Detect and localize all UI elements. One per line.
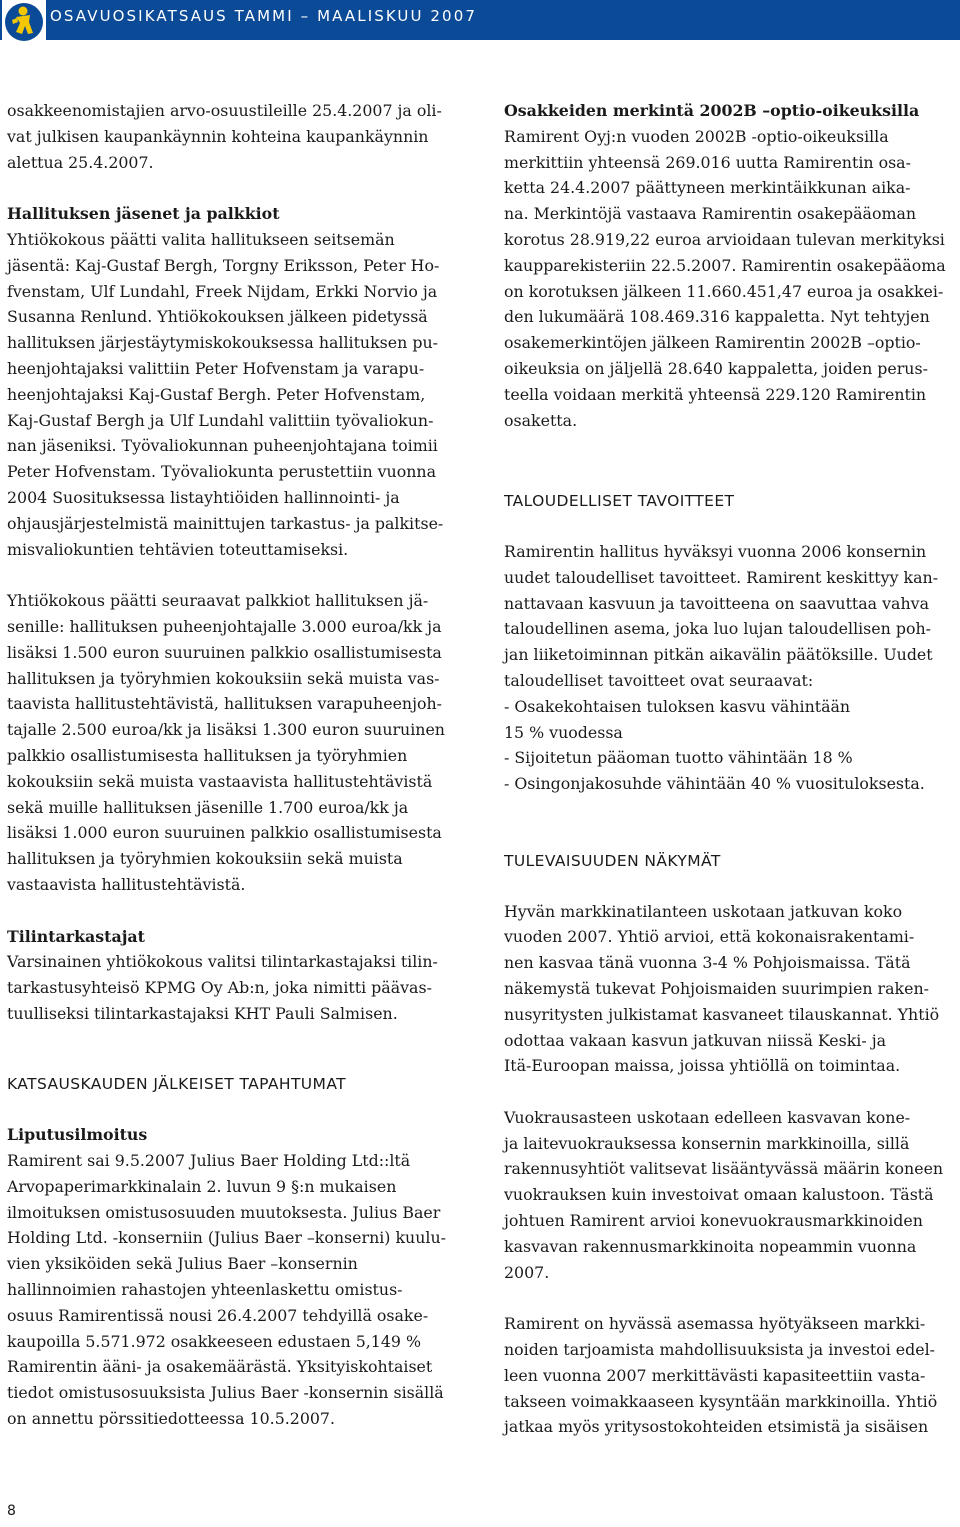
text-line: rakennusyhtiöt valitsevat lisääntyvässä määrin koneen: [504, 1159, 944, 1179]
text-line: alettua 25.4.2007.: [7, 152, 154, 172]
text-line: odottaa vakaan kasvun jatkuvan niissä Keski- ja: [504, 1030, 887, 1050]
fees-paragraph: [7, 588, 463, 898]
outlook-paragraph-3: [504, 1311, 960, 1440]
left-column: [7, 98, 463, 1432]
text-line: Ramirent sai 9.5.2007 Julius Baer Holding Ltd::ltä: [7, 1151, 411, 1171]
text-line: uudet taloudelliset tavoitteet. Ramirent keskittyy kan-: [504, 567, 939, 587]
text-line: on korotuksen jälkeen 11.660.451,47 euroa ja osakkei-: [504, 281, 944, 301]
text-line: kasvavan rakennusmarkkinoita nopeammin vuonna: [504, 1236, 917, 1256]
text-line: Varsinainen yhtiökokous valitsi tilintarkastajaksi tilin-: [7, 952, 438, 972]
board-heading: Hallituksen jäsenet ja palkkiot: [7, 204, 280, 224]
text-line: 2004 Suosituksessa listayhtiöiden hallinnointi- ja: [7, 487, 400, 507]
text-line: taavista hallitustehtävistä, hallituksen varapuheenjoh-: [7, 694, 443, 714]
text-line: - Osingonjakosuhde vähintään 40 % vuosituloksesta.: [504, 774, 925, 794]
events-section-title: KATSAUSKAUDEN JÄLKEISET TAPAHTUMAT: [7, 1075, 346, 1094]
text-line: jäsentä: Kaj-Gustaf Bergh, Torgny Eriksson, Peter Ho-: [7, 255, 440, 275]
text-line: jan liiketoiminnan pitkän aikavälin päätöksille. Uudet: [504, 645, 933, 665]
text-line: hallituksen järjestäytymiskokouksessa hallituksen pu-: [7, 333, 438, 353]
text-line: johtuen Ramirent arvioi konevuokrausmarkkinoiden: [504, 1211, 923, 1231]
text-line: 2007.: [504, 1262, 550, 1282]
text-line: Ramirentin ääni- ja osakemäärästä. Yksityiskohtaiset: [7, 1357, 433, 1377]
text-line: Ramirent on hyvässä asemassa hyötyäkseen markki-: [504, 1314, 926, 1334]
text-line: nen kasvaa tänä vuonna 3-4 % Pohjoismaissa. Tätä: [504, 953, 911, 973]
text-line: tajalle 2.500 euroa/kk ja lisäksi 1.300 euron suuruinen: [7, 720, 445, 740]
text-line: hallituksen ja työryhmien kokouksiin sekä muista vas-: [7, 668, 440, 688]
text-line: Yhtiökokous päätti valita hallitukseen seitsemän: [7, 229, 395, 249]
text-line: nusyritysten julkistamat kasvaneet tilauskannat. Yhtiö: [504, 1004, 940, 1024]
targets-paragraph: [504, 539, 960, 797]
outlook-paragraph-2: [504, 1105, 960, 1286]
text-line: vuokrauksen kuin investoivat omaan kalustoon. Tästä: [504, 1185, 934, 1205]
text-line: lisäksi 1.500 euron suuruinen palkkio osallistumisesta: [7, 642, 442, 662]
text-line: tiedot omistusosuuksista Julius Baer -konsernin sisällä: [7, 1383, 444, 1403]
board-paragraph: [7, 201, 463, 562]
text-line: osaketta.: [504, 410, 578, 430]
text-line: teella voidaan merkitä yhteensä 229.120 Ramirentin: [504, 384, 927, 404]
text-line: tuulliseksi tilintarkastajaksi KHT Pauli Salmisen.: [7, 1003, 398, 1023]
events-section: [7, 1072, 463, 1098]
text-line: 15 % vuodessa: [504, 722, 623, 742]
auditors-paragraph: [7, 924, 463, 1027]
text-line: Yhtiökokous päätti seuraavat palkkiot hallituksen jä-: [7, 591, 429, 611]
outlook-paragraph-1: [504, 899, 960, 1080]
text-line: ketta 24.4.2007 päättyneen merkintäikkunan aika-: [504, 178, 911, 198]
targets-section: [504, 489, 960, 515]
text-line: vastaavista hallitustehtävistä.: [7, 874, 246, 894]
text-line: Itä-Euroopan maissa, joissa yhtiöllä on toimintaa.: [504, 1056, 901, 1076]
text-line: on annettu pörssitiedotteessa 10.5.2007.: [7, 1409, 335, 1429]
text-line: heenjohtajaksi valittiin Peter Hofvenstam ja varapu-: [7, 358, 425, 378]
text-line: den lukumäärä 108.469.316 kappaletta. Nyt tehtyjen: [504, 307, 930, 327]
text-line: na. Merkintöjä vastaava Ramirentin osakepääoman: [504, 204, 917, 224]
text-line: tarkastusyhteisö KPMG Oy Ab:n, joka nimitti päävas-: [7, 978, 432, 998]
text-line: heenjohtajaksi Kaj-Gustaf Bergh. Peter Hofvenstam,: [7, 384, 426, 404]
outlook-section-title: TULEVAISUUDEN NÄKYMÄT: [504, 851, 721, 870]
text-line: jatkaa myös yritysostokohteiden etsimistä ja sisäisen: [504, 1417, 929, 1437]
text-line: kaupoilla 5.571.972 osakkeeseen edustaen 5,149 %: [7, 1331, 421, 1351]
text-line: Susanna Renlund. Yhtiökokouksen jälkeen pidetyssä: [7, 307, 428, 327]
text-line: misvaliokuntien tehtävien toteuttamiseksi.: [7, 539, 349, 559]
text-line: Arvopaperimarkkinalain 2. luvun 9 §:n mukaisen: [7, 1176, 397, 1196]
text-line: Vuokrausasteen uskotaan edelleen kasvavan kone-: [504, 1107, 911, 1127]
text-line: Kaj-Gustaf Bergh ja Ulf Lundahl valittiin työvaliokun-: [7, 410, 434, 430]
text-line: Hyvän markkinatilanteen uskotaan jatkuvan koko: [504, 901, 903, 921]
ramirent-logo-icon: [2, 0, 46, 44]
text-line: palkkio osallistumisesta hallituksen ja työryhmien: [7, 745, 408, 765]
text-line: osakkeenomistajien arvo-osuustileille 25.4.2007 ja oli-: [7, 101, 442, 120]
text-line: ilmoituksen omistusosuuden muutoksesta. Julius Baer: [7, 1202, 441, 1222]
outlook-section: [504, 849, 960, 875]
text-line: kokouksiin sekä muista vastaavista hallitustehtävistä: [7, 771, 433, 791]
text-line: Ramirentin hallitus hyväksyi vuonna 2006 konsernin: [504, 541, 927, 561]
text-line: ja laitevuokrauksessa konsernin markkinoilla, sillä: [504, 1133, 910, 1153]
text-line: Holding Ltd. -konserniin (Julius Baer –konserni) kuulu-: [7, 1228, 446, 1248]
text-line: nan jäseniksi. Työvaliokunnan puheenjohtajana toimii: [7, 436, 438, 456]
text-line: fvenstam, Ulf Lundahl, Freek Nijdam, Erkki Norvio ja: [7, 281, 438, 301]
text-line: vien yksiköiden sekä Julius Baer –konsernin: [7, 1254, 358, 1274]
page-number: 8: [7, 1503, 16, 1519]
text-line: kaupparekisteriin 22.5.2007. Ramirentin osakepääoma: [504, 255, 946, 275]
flagging-heading: Liputusilmoitus: [7, 1125, 148, 1145]
text-line: taloudellinen asema, joka luo lujan taloudellisen poh-: [504, 619, 931, 639]
text-line: lisäksi 1.000 euron suuruinen palkkio osallistumisesta: [7, 823, 442, 843]
text-line: nattavaan kasvuun ja tavoitteena on saavuttaa vahva: [504, 593, 929, 613]
text-line: taloudelliset tavoitteet ovat seuraavat:: [504, 670, 814, 690]
intro-paragraph: [7, 98, 463, 175]
options-paragraph: [504, 98, 960, 433]
text-line: noiden tarjoamista mahdollisuuksista ja investoi edel-: [504, 1340, 935, 1360]
text-line: oikeuksia on jäljellä 28.640 kappaletta, joiden perus-: [504, 358, 928, 378]
options-heading: Osakkeiden merkintä 2002B –optio-oikeuksilla: [504, 101, 920, 120]
text-line: osuus Ramirentissä nousi 26.4.2007 tehdyillä osake-: [7, 1305, 429, 1325]
text-line: takseen voimakkaaseen kysyntään markkinoilla. Yhtiö: [504, 1391, 938, 1411]
text-line: vat julkisen kaupankäynnin kohteina kaupankäynnin: [7, 126, 429, 146]
right-column: [504, 98, 960, 1440]
text-line: merkittiin yhteensä 269.016 uutta Ramirentin osa-: [504, 152, 911, 172]
text-line: leen vuonna 2007 merkittävästi kapasiteettiin vasta-: [504, 1365, 926, 1385]
text-line: vuoden 2007. Yhtiö arvioi, että kokonaisrakentami-: [504, 927, 915, 947]
header-title: OSAVUOSIKATSAUS TAMMI – MAALISKUU 2007: [50, 7, 477, 25]
flagging-paragraph: [7, 1122, 463, 1432]
text-line: Ramirent Oyj:n vuoden 2002B -optio-oikeuksilla: [504, 126, 889, 146]
text-line: näkemystä tukevat Pohjoismaiden suurimpien raken-: [504, 978, 929, 998]
auditors-heading: Tilintarkastajat: [7, 926, 145, 946]
text-line: osakemerkintöjen jälkeen Ramirentin 2002B –optio-: [504, 333, 921, 353]
text-line: senille: hallituksen puheenjohtajalle 3.000 euroa/kk ja: [7, 616, 442, 636]
text-line: - Osakekohtaisen tuloksen kasvu vähintään: [504, 696, 851, 716]
targets-section-title: TALOUDELLISET TAVOITTEET: [504, 492, 735, 511]
text-line: korotus 28.919,22 euroa arvioidaan tulevan merkityksi: [504, 229, 945, 249]
text-line: hallinnoimien rahastojen yhteenlaskettu omistus-: [7, 1280, 403, 1300]
text-line: - Sijoitetun pääoman tuotto vähintään 18 %: [504, 748, 853, 768]
text-line: hallituksen ja työryhmien kokouksiin sekä muista: [7, 849, 403, 869]
text-line: sekä muille hallituksen jäsenille 1.700 euroa/kk ja: [7, 797, 409, 817]
text-line: Peter Hofvenstam. Työvaliokunta perustettiin vuonna: [7, 462, 437, 482]
text-line: ohjausjärjestelmistä mainittujen tarkastus- ja palkitse-: [7, 513, 444, 533]
